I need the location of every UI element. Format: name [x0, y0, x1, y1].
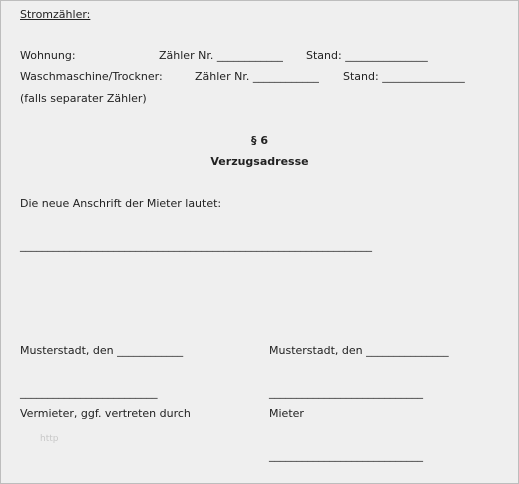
- apartment-meter-reading: Stand: _______________: [306, 49, 428, 62]
- section-number: § 6: [251, 134, 268, 147]
- electricity-meter-heading: Stromzähler:: [20, 8, 91, 21]
- tenant-label: Mieter: [269, 407, 304, 420]
- tenant-second-signature-line: ____________________________: [269, 449, 423, 462]
- washer-dryer-meter-reading: Stand: _______________: [343, 70, 465, 83]
- apartment-label: Wohnung:: [20, 49, 76, 62]
- new-address-line: ________________________________________________________________: [20, 239, 372, 252]
- tenant-signature-line: ____________________________: [269, 386, 423, 399]
- watermark-text: http: [40, 434, 59, 444]
- landlord-place-date: Musterstadt, den ____________: [20, 344, 184, 357]
- separate-meter-note: (falls separater Zähler): [20, 92, 147, 105]
- washer-dryer-meter-number: Zähler Nr. ____________: [195, 70, 319, 83]
- section-title: Verzugsadresse: [210, 155, 309, 168]
- tenant-place-date: Musterstadt, den _______________: [269, 344, 449, 357]
- landlord-label: Vermieter, ggf. vertreten durch: [20, 407, 191, 420]
- new-address-intro: Die neue Anschrift der Mieter lautet:: [20, 197, 222, 210]
- landlord-signature-line: _________________________: [20, 386, 158, 399]
- washer-dryer-label: Waschmaschine/Trockner:: [20, 70, 163, 83]
- apartment-meter-number: Zähler Nr. ____________: [159, 49, 283, 62]
